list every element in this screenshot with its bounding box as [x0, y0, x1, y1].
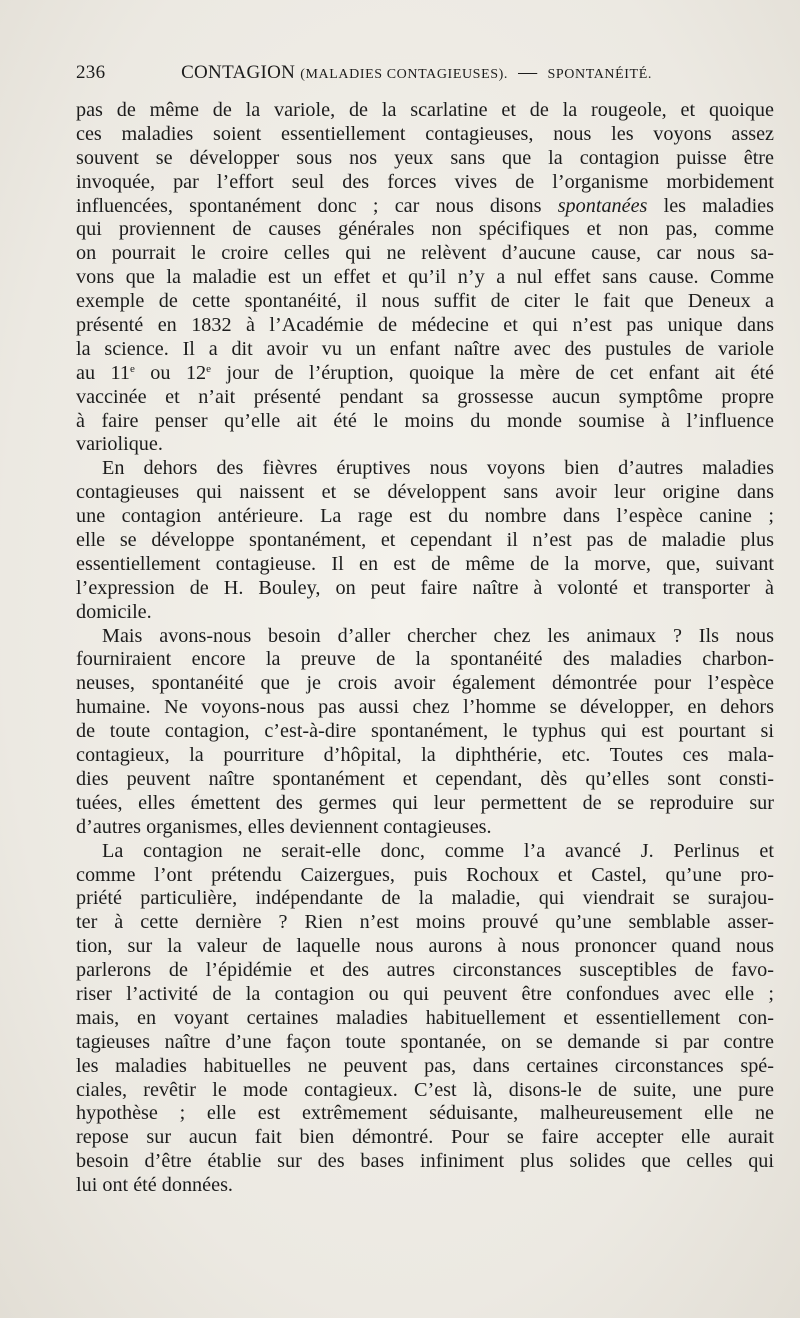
text-line: les maladies habituelles ne peuvent pas, dans certaines circonstances spé- [76, 1054, 774, 1077]
paragraph [76, 99, 774, 457]
text-line: variolique. [76, 433, 163, 456]
text-line: ciales, revêtir le mode contagieux. C’est là, disons-le de suite, une pure [76, 1078, 774, 1101]
text-line: tion, sur la valeur de laquelle nous aurons à nous prononcer quand nous [76, 935, 774, 958]
text-line: d’autres organismes, elles deviennent contagieuses. [76, 815, 492, 838]
text-line: vaccinée et n’ait présenté pendant sa grossesse aucun symptôme propre [76, 385, 774, 408]
text-line: neuses, spontanéité que je crois avoir également démontrée pour l’espèce [76, 672, 774, 695]
header-separator: — [518, 62, 538, 83]
text-line: une contagion antérieure. La rage est du nombre dans l’espèce canine ; [76, 505, 774, 528]
text-line: riser l’activité de la contagion ou qui peuvent être confondues avec elle ; [76, 982, 774, 1005]
text-line: qui proviennent de causes générales non spécifiques et non pas, comme [76, 218, 774, 241]
text-line: hypothèse ; elle est extrêmement séduisante, malheureusement elle ne [76, 1102, 774, 1125]
text-line: priété particulière, indépendante de la maladie, qui viendrait se surajou- [76, 887, 774, 910]
text-line: de toute contagion, c’est-à-dire spontanément, le typhus qui est pourtant si [76, 720, 774, 743]
text-line: humaine. Ne voyons-nous pas aussi chez l’homme se développer, en dehors [76, 696, 774, 719]
header-subtitle: (MALADIES CONTAGIEUSES). [300, 67, 508, 82]
text-line: souvent se développer sous nos yeux sans que la contagion puisse être [76, 146, 774, 169]
text-line: vons que la maladie est un effet et qu’il n’y a nul effet sans cause. Comme [76, 266, 774, 289]
paragraph [76, 625, 774, 840]
paragraph [76, 840, 774, 1198]
text-line: on pourrait le croire celles qui ne relèvent d’aucune cause, car nous sa- [76, 242, 774, 265]
text-line: influencées, spontanément donc ; car nous disons spontanées les maladies [76, 194, 774, 217]
text-line: Mais avons-nous besoin d’aller chercher chez les animaux ? Ils nous [102, 624, 774, 647]
text-line: lui ont été données. [76, 1174, 233, 1197]
text-line: ces maladies soient essentiellement contagieuses, nous les voyons assez [76, 122, 774, 145]
text-line: elle se développe spontanément, et cependant il n’est pas de maladie plus [76, 529, 774, 552]
text-line: la science. Il a dit avoir vu un enfant naître avec des pustules de variole [76, 337, 774, 360]
text-line: tagieuses naître d’une façon toute spontanée, on se demande si par contre [76, 1030, 774, 1053]
header-section: SPONTANÉITÉ. [547, 67, 652, 82]
text-line: mais, en voyant certaines maladies habituellement et essentiellement con- [76, 1006, 774, 1029]
text-line: tuées, elles émettent des germes qui leur permettent de se reproduire sur [76, 791, 774, 814]
text-line: dies peuvent naître spontanément et cependant, dès qu’elles sont consti- [76, 767, 774, 790]
text-line: La contagion ne serait-elle donc, comme l’a avancé J. Perlinus et [102, 839, 774, 862]
running-header [76, 62, 740, 84]
text-line: essentiellement contagieuse. Il en est de même de la morve, que, suivant [76, 552, 774, 575]
text-line: contagieux, la pourriture d’hôpital, la diphthérie, etc. Toutes ces mala- [76, 744, 774, 767]
text-line: ter à cette dernière ? Rien n’est moins prouvé qu’une semblable asser- [76, 911, 774, 934]
text-line: parlerons de l’épidémie et des autres circonstances susceptibles de favo- [76, 959, 774, 982]
text-line: au 11e ou 12e jour de l’éruption, quoique la mère de cet enfant ait été [76, 361, 774, 384]
text-line: à faire penser qu’elle ait été le moins du monde soumise à l’influence [76, 409, 774, 432]
text-line: pas de même de la variole, de la scarlatine et de la rougeole, et quoique [76, 99, 774, 121]
text-line: invoquée, par l’effort seul des forces vives de l’organisme morbidement [76, 170, 774, 193]
page-number: 236 [76, 62, 106, 83]
text-line: contagieuses qui naissent et se développent sans avoir leur origine dans [76, 481, 774, 504]
text-line: domicile. [76, 600, 152, 623]
text-line: comme l’ont prétendu Caizergues, puis Rochoux et Castel, qu’une pro- [76, 863, 774, 886]
header-title: CONTAGION [181, 62, 296, 83]
body-text [76, 99, 774, 1198]
text-line: l’expression de H. Bouley, on peut faire naître à volonté et transporter à [76, 576, 774, 599]
text-line: exemple de cette spontanéité, il nous suffit de citer le fait que Deneux a [76, 290, 774, 313]
text-line: repose sur aucun fait bien démontré. Pour se faire accepter elle aurait [76, 1126, 774, 1149]
text-line: présenté en 1832 à l’Académie de médecine et qui n’est pas unique dans [76, 314, 774, 337]
text-line: fourniraient encore la preuve de la spontanéité des maladies charbon- [76, 648, 774, 671]
text-line: En dehors des fièvres éruptives nous voyons bien d’autres maladies [102, 457, 774, 480]
text-line: besoin d’être établie sur des bases infiniment plus solides que celles qui [76, 1150, 774, 1173]
paragraph [76, 457, 774, 624]
